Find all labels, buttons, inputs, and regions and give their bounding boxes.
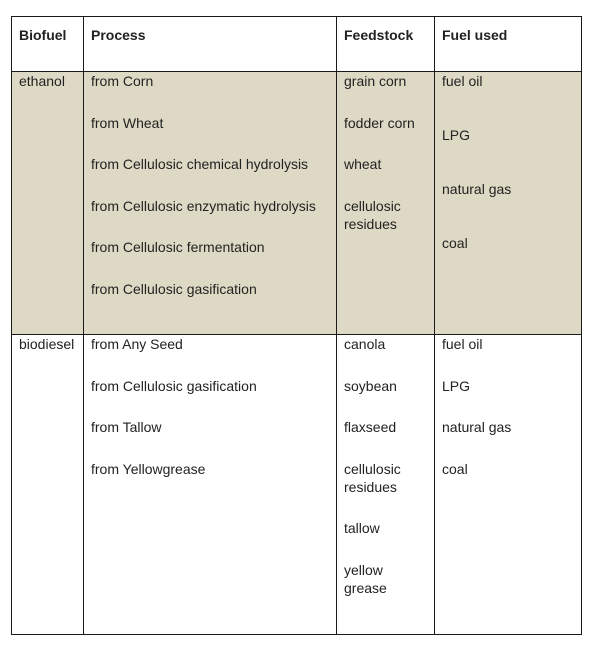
fuel-item: fuel oil: [442, 336, 483, 352]
process-item: from Any Seed: [91, 336, 183, 352]
fuel-item: coal: [442, 235, 468, 251]
fuel-item: fuel oil: [442, 73, 483, 89]
fuel-item: coal: [442, 460, 468, 477]
process-item: from Cellulosic fermentation: [91, 239, 265, 255]
table-row-ethanol: [12, 72, 582, 335]
header-process: Process: [84, 17, 337, 72]
cell-fuel-used: [435, 335, 582, 635]
process-item: from Tallow: [91, 419, 162, 435]
process-item: from Yellowgrease: [91, 460, 206, 477]
cell-feedstock: [337, 72, 435, 335]
cell-biofuel: [12, 72, 84, 335]
process-item: from Cellulosic chemical hydrolysis: [91, 156, 309, 172]
feedstock-item: cellulosic residues: [344, 197, 401, 232]
process-item: from Wheat: [91, 114, 164, 131]
fuel-item: LPG: [442, 377, 471, 394]
cell-process: [84, 72, 337, 335]
feedstock-item: fodder corn: [344, 114, 415, 131]
feedstock-item: cellulosic residues: [344, 460, 401, 495]
header-feedstock: Feedstock: [337, 17, 435, 72]
fuel-item: LPG: [442, 127, 471, 143]
feedstock-item: yellow grease: [344, 561, 387, 596]
biofuel-name: ethanol: [19, 73, 65, 89]
table-row-biodiesel: [12, 335, 582, 635]
biofuel-name: biodiesel: [19, 336, 75, 352]
feedstock-item: tallow: [344, 520, 380, 536]
feedstock-item: canola: [344, 336, 386, 352]
feedstock-item: soybean: [344, 377, 397, 394]
process-item: from Cellulosic gasification: [91, 280, 257, 297]
cell-biofuel: [12, 335, 84, 635]
feedstock-item: wheat: [344, 156, 382, 172]
feedstock-item: flaxseed: [344, 419, 397, 435]
process-item: from Corn: [91, 73, 154, 89]
header-fuel-used: Fuel used: [435, 17, 582, 72]
fuel-item: natural gas: [442, 181, 512, 197]
process-item: from Cellulosic enzymatic hydrolysis: [91, 197, 316, 214]
feedstock-item: grain corn: [344, 73, 407, 89]
process-item: from Cellulosic gasification: [91, 377, 257, 394]
biofuel-table: [11, 16, 582, 635]
cell-fuel-used: [435, 72, 582, 335]
cell-process: [84, 335, 337, 635]
fuel-item: natural gas: [442, 419, 512, 435]
cell-feedstock: [337, 335, 435, 635]
header-biofuel: Biofuel: [12, 17, 84, 72]
header-row: [12, 17, 582, 72]
